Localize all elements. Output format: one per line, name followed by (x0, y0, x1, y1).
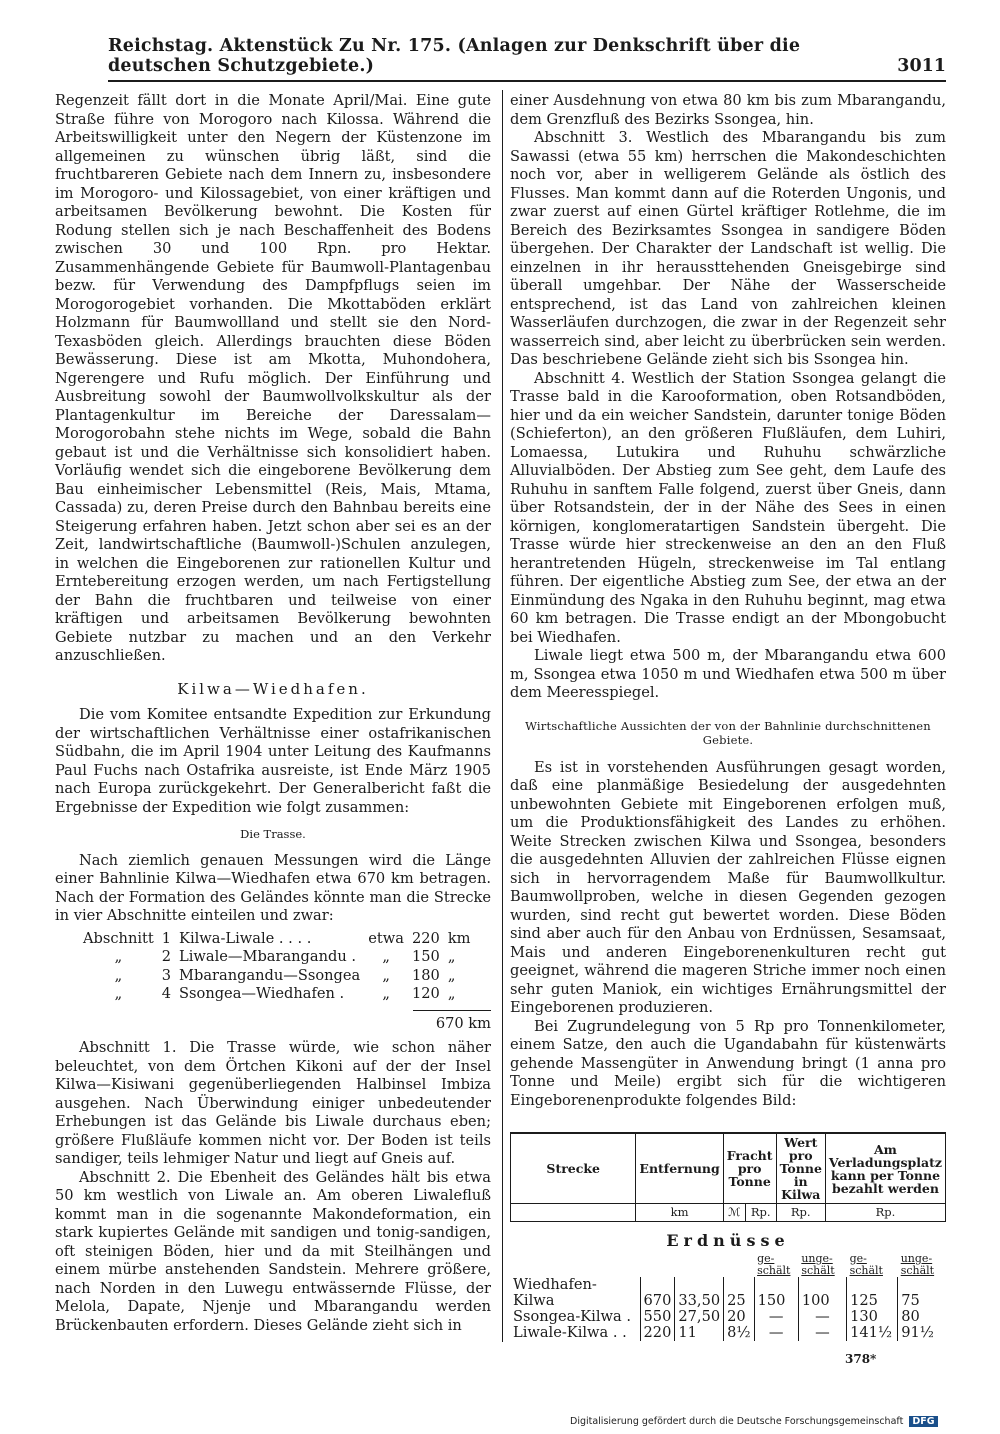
total-distance: 670 km (413, 1010, 491, 1034)
section-list (79, 930, 475, 1004)
left-column (55, 92, 491, 1335)
paragraph: Abschnitt 4. Westlich der Station Ssongea gelangt die Trasse bald in die Karooformation, oben Rotsandböden, hier und da ein weicher Sandstein, darunter tonige Böden (Schieferton), an den größeren Flußläufen, dem Luhiri, Lomaessa, Lutukira und Ruhuhu schwärzliche Alluvialböden. Der Abstieg zum See geht, dem Laufe des Ruhuhu in sanftem Falle folgend, zuerst über Gneis, dann über Rotsandstein, der in der Nähe des Sees in einen körnigen, konglomeratartigen Sandstein übergeht. Die Trasse würde hier streckenweise an den an den Fluß herantretenden Hügeln, streckenweise im Tal entlang führen. Der eigentliche Abstieg zum See, der etwa an der Einmündung des Ngaka in den Ruhuhu beginnt, mag etwa 60 km betragen. Die Trasse endigt an der Mbongobucht bei Wiedhafen. (510, 369, 946, 646)
table-header: Am Verladungsplatz kann per Tonne bezahlt werden (825, 1133, 945, 1204)
section-heading: Kilwa—Wiedhafen. (177, 679, 369, 698)
paragraph: Abschnitt 3. Westlich des Mbarangandu bis zum Sawassi (etwa 55 km) herrschen die Makondeschichten noch vor, aber in welligerem Gelände als östlich des Flusses. Man kommt dann auf die Roterden Ungonis, und zwar zuerst auf einen Gürtel kräftiger Rotlehme, die im Bereich des Bezirksamtes Ssongea in sandigere Böden übergehen. Der Charakter der Landschaft ist wellig. Die einzelnen in ihr heraussttehenden Gneisgebirge sind überall umgehbar. Der Nähe der Wasserscheide entsprechend, ist das Land von zahlreichen kleinen Wasserläufen durchzogen, die zwar in der Regenzeit sehr wasserreich sind, aber leicht zu überbrücken sein werden. Das beschriebene Gelände zieht sich bis Ssongea hin. (510, 129, 946, 368)
paragraph: Bei Zugrundelegung von 5 Rp pro Tonnenkilometer, einem Satze, den auch die Ugandabahn für küstenwärts gehende Massengüter in Anwendung bringt (1 anna pro Tonne und Meile) ergibt sich für die wichtigeren Eingeborenenprodukte folgendes Bild: (510, 1017, 946, 1109)
section-row: „ 3 Mbarangandu—Ssongea „ 180 „ (114, 966, 456, 984)
freight-table (510, 1132, 946, 1222)
sub-label-row: ge-schält unge-schält ge-schält unge-schält (757, 1251, 935, 1277)
dfg-logo: DFG (909, 1416, 937, 1427)
table-header: Entfernung (636, 1133, 723, 1204)
paragraph: Liwale liegt etwa 500 m, der Mbarangandu etwa 600 m, Ssongea etwa 1050 m und Wiedhafen etwa 500 m über dem Meeresspiegel. (510, 647, 946, 701)
table-row: Liwale-Kilwa . . 220 11 8½ — — 141½ 91½ (510, 1325, 946, 1341)
page-header (108, 36, 946, 82)
page-number: 3011 (897, 56, 946, 76)
paragraph: Die vom Komitee entsandte Expedition zur Erkundung der wirtschaftlichen Verhältnisse einer ostafrikanischen Südbahn, die im April 1904 unter Leitung des Kaufmanns Paul Fuchs nach Ostafrika ausreiste, ist Ende März 1905 nach Europa zurückgekehrt. Der Generalbericht faßt die Ergebnisse der Expedition wie folgt zusammen: (55, 706, 491, 816)
paragraph: Regenzeit fällt dort in die Monate April/Mai. Eine gute Straße führe von Morogoro nach Kilossa. Während die Arbeitswilligkeit unter den Negern der Küstenzone im allgemeinen zu wünschen übrig läßt, sind die fruchtbareren Gebiete nach dem Innern zu, insbesondere im Morogoro- und Kilossagebiet, von einer kräftigen und arbeitsamen Bevölkerung bewohnt. Die Kosten für Rodung stellen sich je nach Beschaffenheit des Bodens zwischen 30 und 100 Rpn. pro Hektar. Zusammenhängende Gebiete für Baumwoll-Plantagenbau bezw. für Verwendung des Dampfpflugs seien im Morogorogebiet vorhanden. Die Mkottaböden erklärt Holzmann für Baumwollland und stellt sie den Nord-Texasböden gleich. Allerdings brauchten diese Böden Bewässerung. Diese ist am Mkotta, Muhondohera, Ngerengere und Rufu möglich. Der Einführung und Ausbreitung sowohl der Baumwollvolkskultur als der Plantagenkultur im Bereiche der Daressalam—Morogorobahn stehe nichts im Wege, sobald die Bahn gebaut ist und die Verhältnisse sich konsolidiert haben. Vorläufig wendet sich die eingeborene Bevölkerung dem Bau einheimischer Lebensmittel (Reis, Mais, Mtama, Cassada) zu, deren Preise durch den Bahnbau bereits eine Steigerung erfahren haben. Jetzt schon aber sei es an der Zeit, landwirtschaftliche (Baumwoll-)Schulen anzulegen, in welchen die Eingeborenen zur rationellen Kultur und Erntebereitung erzogen werden, um nach Fertigstellung der Bahn die fruchtbaren und teilweise von einer kräftigen und arbeitsamen Bevölkerung bewohnten Gebiete nutzbar zu machen und an den Verkehr anzuschließen. (55, 92, 491, 664)
table-units-row: km ℳ Rp. Rp. Rp. (511, 1204, 946, 1222)
product-section (510, 1232, 946, 1341)
column-divider (502, 90, 503, 1342)
signature-mark: 378* (845, 1352, 877, 1366)
table-header: Fracht pro Tonne (723, 1133, 776, 1204)
section-row: „ 2 Liwale—Mbarangandu . „ 150 „ (114, 948, 456, 965)
product-table (510, 1253, 946, 1341)
paragraph: einer Ausdehnung von etwa 80 km bis zum Mbarangandu, dem Grenzfluß des Bezirks Ssongea, hin. (510, 92, 946, 128)
paragraph: Abschnitt 1. Die Trasse würde, wie schon näher beleuchtet, von dem Örtchen Kikoni auf der der Insel Kilwa—Kisiwani gegenüberliegenden Halbinsel Imbiza ausgehen. Nach Überwindung einiger unbedeutender Erhebungen ist das Gelände bis Liwale durchaus eben; größere Flußläufe kommen nicht vor. Der Boden ist teils sandiger, teils lehmiger Natur und liegt auf Gneis auf. (55, 1039, 491, 1167)
product-title: Erdnüsse (666, 1231, 790, 1250)
footer-text: Digitalisierung gefördert durch die Deutsche Forschungsgemeinschaft (570, 1416, 904, 1427)
table-header: Strecke (511, 1133, 636, 1204)
section-row: „ 4 Ssongea—Wiedhafen . „ 120 „ (114, 985, 456, 1002)
footer (570, 1416, 938, 1427)
running-title: Reichstag. Aktenstück Zu Nr. 175. (Anlagen zur Denkschrift über die deutschen Schutzgebiete.) (108, 36, 801, 76)
section-row: Abschnitt 1 Kilwa-Liwale . . . . etwa 220 km (83, 929, 471, 947)
paragraph: Nach ziemlich genauen Messungen wird die Länge einer Bahnlinie Kilwa—Wiedhafen etwa 670 km betragen. Nach der Formation des Geländes könnte man die Strecke in vier Abschnitte einteilen und zwar: (55, 851, 491, 924)
table-header: Wert pro Tonne in Kilwa (776, 1133, 825, 1204)
paragraph: Es ist in vorstehenden Ausführungen gesagt worden, daß eine planmäßige Besiedelung der ausgedehnten unbewohnten Gebiete mit Eingeborenen erfolgen muß, um die Produktionsfähigkeit des Landes zu erhöhen. Weite Strecken zwischen Kilwa und Ssongea, besonders die ausgedehnten Alluvien der zahlreichen Flüsse eignen sich in hervorragendem Maße für Baumwollkultur. Baumwollproben, welche in diesen Gegenden gezogen wurden, sind recht gut bewertet worden. Diese Böden sind aber auch für den Anbau von Erdnüssen, Sesamsaat, Mais und anderen Eingeborenenkulturen recht gut geeignet, während die mageren Striche immer noch einen sehr guten Maniok, ein wichtiges Ernährungsmittel der Eingeborenen produzieren. (510, 758, 946, 1016)
table-header-row (511, 1133, 946, 1204)
subsection-heading: Wirtschaftliche Aussichten der von der Bahnlinie durchschnittenen Gebiete. (525, 718, 931, 747)
table-row: Wiedhafen-Kilwa 670 33,50 25 150 100 125 75 (510, 1277, 946, 1309)
right-column (510, 92, 946, 1341)
subsection-heading: Die Trasse. (240, 827, 306, 841)
paragraph: Abschnitt 2. Die Ebenheit des Geländes hält bis etwa 50 km westlich von Liwale an. Am oberen Liwalefluß kommt man in die sogenannte Makondeformation, ein stark kupiertes Gelände mit sandigen und tonig-sandigen, oft steinigen Böden, hier und da mit Steilhängen und einem mürbe anstehenden Sandstein. Mehrere größere, nach Norden in den Luwegu entwässernde Flüsse, der Melola, Dapate, Njenje und Mbarangandu werden Brückenbauten erfordern. Dieses Gelände zieht sich in (55, 1168, 491, 1334)
table-row: Ssongea-Kilwa . 550 27,50 20 — — 130 80 (510, 1309, 946, 1325)
